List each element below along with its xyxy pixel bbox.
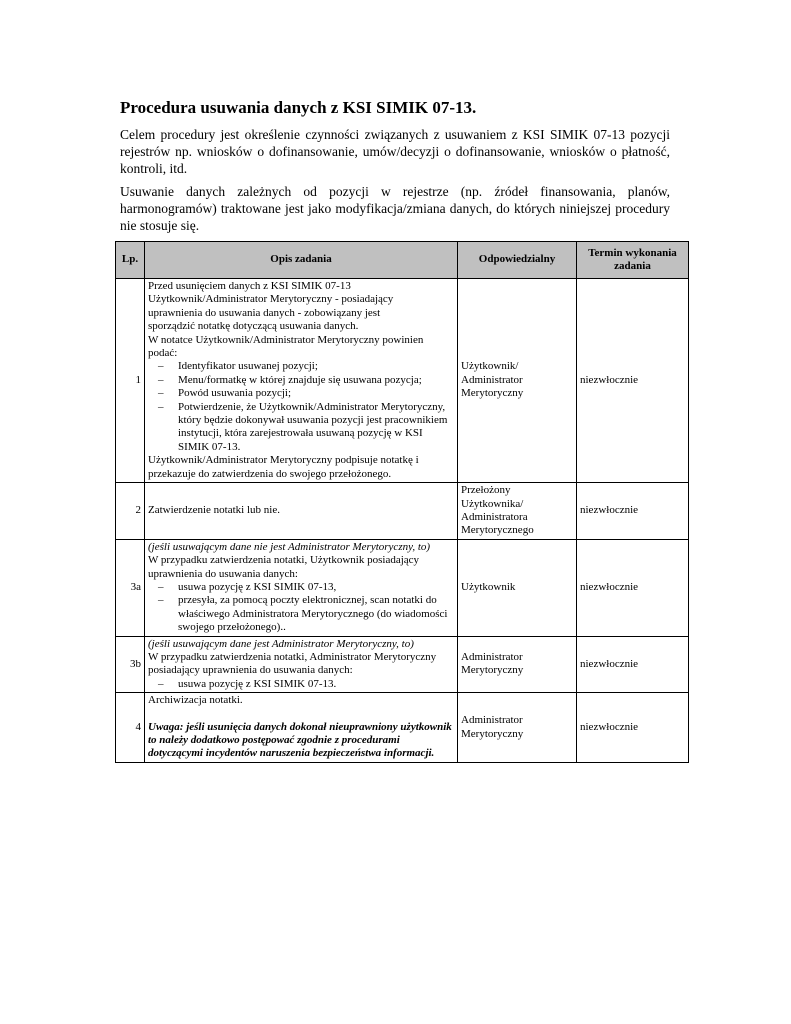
list-item: – przesyła, za pomocą poczty elektronicznej, scan notatki do właściwego Administratora Merytorycznego (do wiadomości swojego przełożonego).. [158, 594, 448, 634]
table-row [116, 279, 689, 483]
row-odpowiedzialny: Administrator Merytoryczny [458, 636, 577, 693]
opis-after: Użytkownik/Administrator Merytoryczny podpisuje notatkę i przekazuje do zatwierdzenia do swojego przełożonego. [148, 454, 419, 480]
row-opis: Zatwierdzenie notatki lub nie. [145, 483, 458, 540]
header-opis: Opis zadania [145, 242, 458, 279]
dash-icon: – [158, 400, 164, 413]
dash-icon: – [158, 387, 164, 400]
row-opis [145, 693, 458, 763]
dash-icon: – [158, 594, 164, 607]
opis-text: W przypadku zatwierdzenia notatki, Administrator Merytoryczny posiadający uprawnienia do usuwania danych: [148, 650, 437, 677]
page-title: Procedura usuwania danych z KSI SIMIK 07-13. [120, 98, 477, 117]
list-item: – usuwa pozycję z KSI SIMIK 07-13, [158, 580, 337, 593]
table-row [116, 483, 689, 540]
row-lp: 3b [116, 636, 145, 693]
list-item: – usuwa pozycję z KSI SIMIK 07-13. [158, 677, 337, 690]
list-item: – Powód usuwania pozycji; [158, 387, 292, 400]
row-lp: 3a [116, 539, 145, 636]
dash-icon: – [158, 580, 164, 593]
document-body [120, 98, 670, 240]
header-termin: Termin wykonania zadania [577, 242, 689, 279]
row-lp: 2 [116, 483, 145, 540]
table-row [116, 693, 689, 763]
condition-note: (jeśli usuwającym dane jest Administrator Merytoryczny, to) [148, 637, 414, 650]
list-item: – Menu/formatkę w której znajduje się usuwana pozycja; [158, 373, 422, 386]
row-odpowiedzialny: Użytkownik/ Administrator Merytoryczny [458, 279, 577, 483]
row-termin: niezwłocznie [577, 539, 689, 636]
dash-icon: – [158, 360, 164, 373]
list-item: – Identyfikator usuwanej pozycji; [158, 360, 318, 373]
row-odpowiedzialny: Przełożony Użytkownika/ Administratora Merytorycznego [458, 483, 577, 540]
row-termin: niezwłocznie [577, 693, 689, 763]
opis-line: sporządzić notatkę dotyczącą usuwania danych. [148, 320, 359, 333]
condition-note: (jeśli usuwającym dane nie jest Administrator Merytoryczny, to) [148, 540, 431, 553]
row-odpowiedzialny: Użytkownik [458, 539, 577, 636]
row-odpowiedzialny: Administrator Merytoryczny [458, 693, 577, 763]
opis-line: Przed usunięciem danych z KSI SIMIK 07-13 [148, 280, 351, 292]
opis-line: uprawnienia do usuwania danych - zobowiązany jest [148, 306, 381, 319]
bullet-list [148, 360, 454, 454]
bullet-list [148, 678, 454, 691]
row-termin: niezwłocznie [577, 483, 689, 540]
intro-paragraph-1: Celem procedury jest określenie czynności związanych z usuwaniem z KSI SIMIK 07-13 pozycji rejestrów np. wniosków o dofinansowanie, umów/decyzji o dofinansowanie, wniosków o płatność, kontroli, itd. [120, 127, 670, 176]
row-lp: 1 [116, 279, 145, 483]
opis-text: W przypadku zatwierdzenia notatki, Użytkownik posiadający uprawnienia do usuwania danych: [148, 554, 420, 580]
opis-line: W notatce Użytkownik/Administrator Merytoryczny powinien [148, 333, 424, 346]
intro-paragraph-2: Usuwanie danych zależnych od pozycji w rejestrze (np. źródeł finansowania, planów, harmonogramów) traktowane jest jako modyfikacja/zmiana danych, do których niniejszej procedury nie stosuje się. [120, 184, 670, 233]
row-termin: niezwłocznie [577, 636, 689, 693]
row-termin: niezwłocznie [577, 279, 689, 483]
header-lp: Lp. [116, 242, 145, 279]
dash-icon: – [158, 677, 164, 690]
procedure-table [115, 241, 689, 763]
row-lp: 4 [116, 693, 145, 763]
opis-line: Użytkownik/Administrator Merytoryczny - posiadający [148, 293, 394, 306]
row-opis [145, 539, 458, 636]
bullet-list [148, 581, 454, 635]
opis-line: podać: [148, 347, 178, 360]
row-opis [145, 636, 458, 693]
table-row [116, 539, 689, 636]
list-item: – Potwierdzenie, że Użytkownik/Administrator Merytoryczny, który będzie dokonywał usuwania pozycji jest pracownikiem instytucji, która zarejestrowała usuwaną pozycję w KSI SIMIK 07-13. [158, 400, 448, 453]
table-row [116, 636, 689, 693]
row-opis [145, 279, 458, 483]
opis-text: Archiwizacja notatki. [148, 694, 243, 707]
header-odpowiedzialny: Odpowiedzialny [458, 242, 577, 279]
table-header-row [116, 242, 689, 279]
dash-icon: – [158, 373, 164, 386]
warning-note: Uwaga: jeśli usunięcia danych dokonał nieuprawniony użytkownik to należy dodatkowo postępować zgodnie z procedurami dotyczącymi incydentów naruszenia bezpieczeństwa informacji. [148, 720, 452, 760]
